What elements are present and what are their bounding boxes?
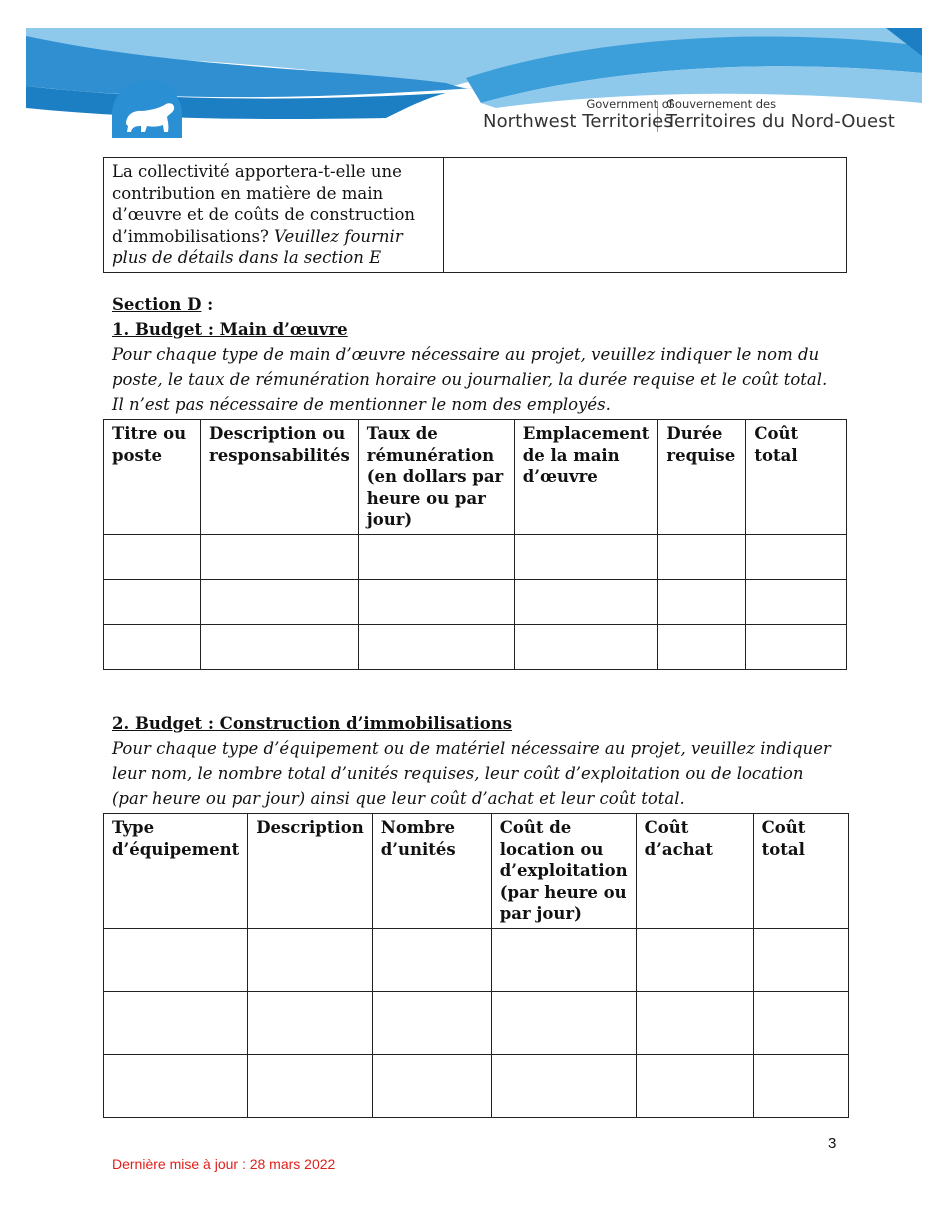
question-text: La collectivité apportera-t-elle une contribution en matière de main d’œuvre et de coûts de construction d’immobilisations?: [112, 162, 416, 246]
labour-instructions: Pour chaque type de main d’œuvre nécessaire au projet, veuillez indiquer le nom du poste, le taux de rémunération horaire ou journalier, la durée requise et le coût total. Il n’est pas nécessaire de mentionner le nom des employés.: [112, 345, 828, 414]
table-cell[interactable]: [658, 624, 746, 669]
table-cell[interactable]: [104, 1054, 248, 1117]
gov-en-wordmark: [483, 98, 673, 132]
table-cell[interactable]: [753, 1054, 848, 1117]
column-header: Description: [248, 814, 373, 929]
table-row: [104, 534, 847, 579]
table-cell[interactable]: [104, 928, 248, 991]
answer-cell[interactable]: [444, 158, 847, 273]
column-header: Taux de rémunération (en dollars par heure ou par jour): [358, 420, 514, 535]
column-header: Description ou responsabilités: [201, 420, 359, 535]
table-cell[interactable]: [746, 579, 847, 624]
last-updated-footer: Dernière mise à jour : 28 mars 2022: [112, 1156, 336, 1172]
page-number: 3: [828, 1135, 837, 1152]
column-header: Durée requise: [658, 420, 746, 535]
table-cell[interactable]: [104, 534, 201, 579]
column-header: Titre ou poste: [104, 420, 201, 535]
column-header: Type d’équipement: [104, 814, 248, 929]
table-cell[interactable]: [636, 1054, 753, 1117]
community-contribution-table: [103, 157, 847, 273]
column-header: Coût de location ou d’exploitation (par heure ou par jour): [491, 814, 636, 929]
column-header: Emplacement de la main d’œuvre: [514, 420, 658, 535]
table-cell[interactable]: [636, 928, 753, 991]
table-cell[interactable]: [491, 991, 636, 1054]
table-cell[interactable]: [514, 624, 658, 669]
question-cell: [104, 158, 444, 273]
equipment-budget-table: [103, 813, 849, 1118]
table-cell[interactable]: [372, 928, 491, 991]
table-row: [104, 624, 847, 669]
column-header: Coût total: [753, 814, 848, 929]
table-cell[interactable]: [358, 579, 514, 624]
table-cell[interactable]: [514, 534, 658, 579]
table-cell[interactable]: [248, 1054, 373, 1117]
table-cell[interactable]: [104, 579, 201, 624]
table-cell[interactable]: [201, 579, 359, 624]
table-cell[interactable]: [753, 928, 848, 991]
table-cell[interactable]: [248, 991, 373, 1054]
section-d-title: [112, 292, 213, 317]
table-cell[interactable]: [491, 1054, 636, 1117]
table-header-row: [104, 814, 849, 929]
gov-fr-small: Gouvernement des: [666, 97, 777, 111]
table-header-row: [104, 420, 847, 535]
column-header: Coût total: [746, 420, 847, 535]
table-cell[interactable]: [658, 579, 746, 624]
column-header: Nombre d’unités: [372, 814, 491, 929]
gov-en-big: Northwest Territories: [483, 111, 673, 132]
table-row: [104, 991, 849, 1054]
table-row: [104, 928, 849, 991]
polar-bear-icon: [112, 80, 182, 138]
table-cell[interactable]: [514, 579, 658, 624]
table-cell[interactable]: [104, 624, 201, 669]
table-row: [104, 158, 847, 273]
column-header: Coût d’achat: [636, 814, 753, 929]
section-d-label: Section D: [112, 295, 202, 314]
labour-budget-table: [103, 419, 847, 670]
equipment-instructions: Pour chaque type d’équipement ou de matériel nécessaire au projet, veuillez indiquer leur nom, le nombre total d’unités requises, leur coût d’exploitation ou de location (par heure ou par jour) ainsi que leur coût d’achat et leur coût total.: [112, 739, 831, 808]
table-cell[interactable]: [358, 534, 514, 579]
equipment-heading: 2. Budget : Construction d’immobilisations: [112, 714, 513, 733]
table-cell[interactable]: [372, 1054, 491, 1117]
table-cell[interactable]: [104, 991, 248, 1054]
gov-fr-big: Territoires du Nord-Ouest: [666, 111, 895, 132]
table-cell[interactable]: [248, 928, 373, 991]
table-row: [104, 579, 847, 624]
table-cell[interactable]: [746, 624, 847, 669]
table-cell[interactable]: [358, 624, 514, 669]
question-italic: Veuillez fournir plus de détails dans la section E: [112, 226, 403, 267]
table-row: [104, 1054, 849, 1117]
table-cell[interactable]: [491, 928, 636, 991]
gov-en-small: Government of: [586, 97, 673, 111]
table-cell[interactable]: [658, 534, 746, 579]
gov-fr-wordmark: [666, 98, 895, 132]
section-d-suffix: :: [201, 295, 214, 314]
table-cell[interactable]: [372, 991, 491, 1054]
table-cell[interactable]: [201, 624, 359, 669]
labour-heading: 1. Budget : Main d’œuvre: [112, 320, 348, 339]
table-cell[interactable]: [636, 991, 753, 1054]
table-cell[interactable]: [746, 534, 847, 579]
table-cell[interactable]: [753, 991, 848, 1054]
table-cell[interactable]: [201, 534, 359, 579]
